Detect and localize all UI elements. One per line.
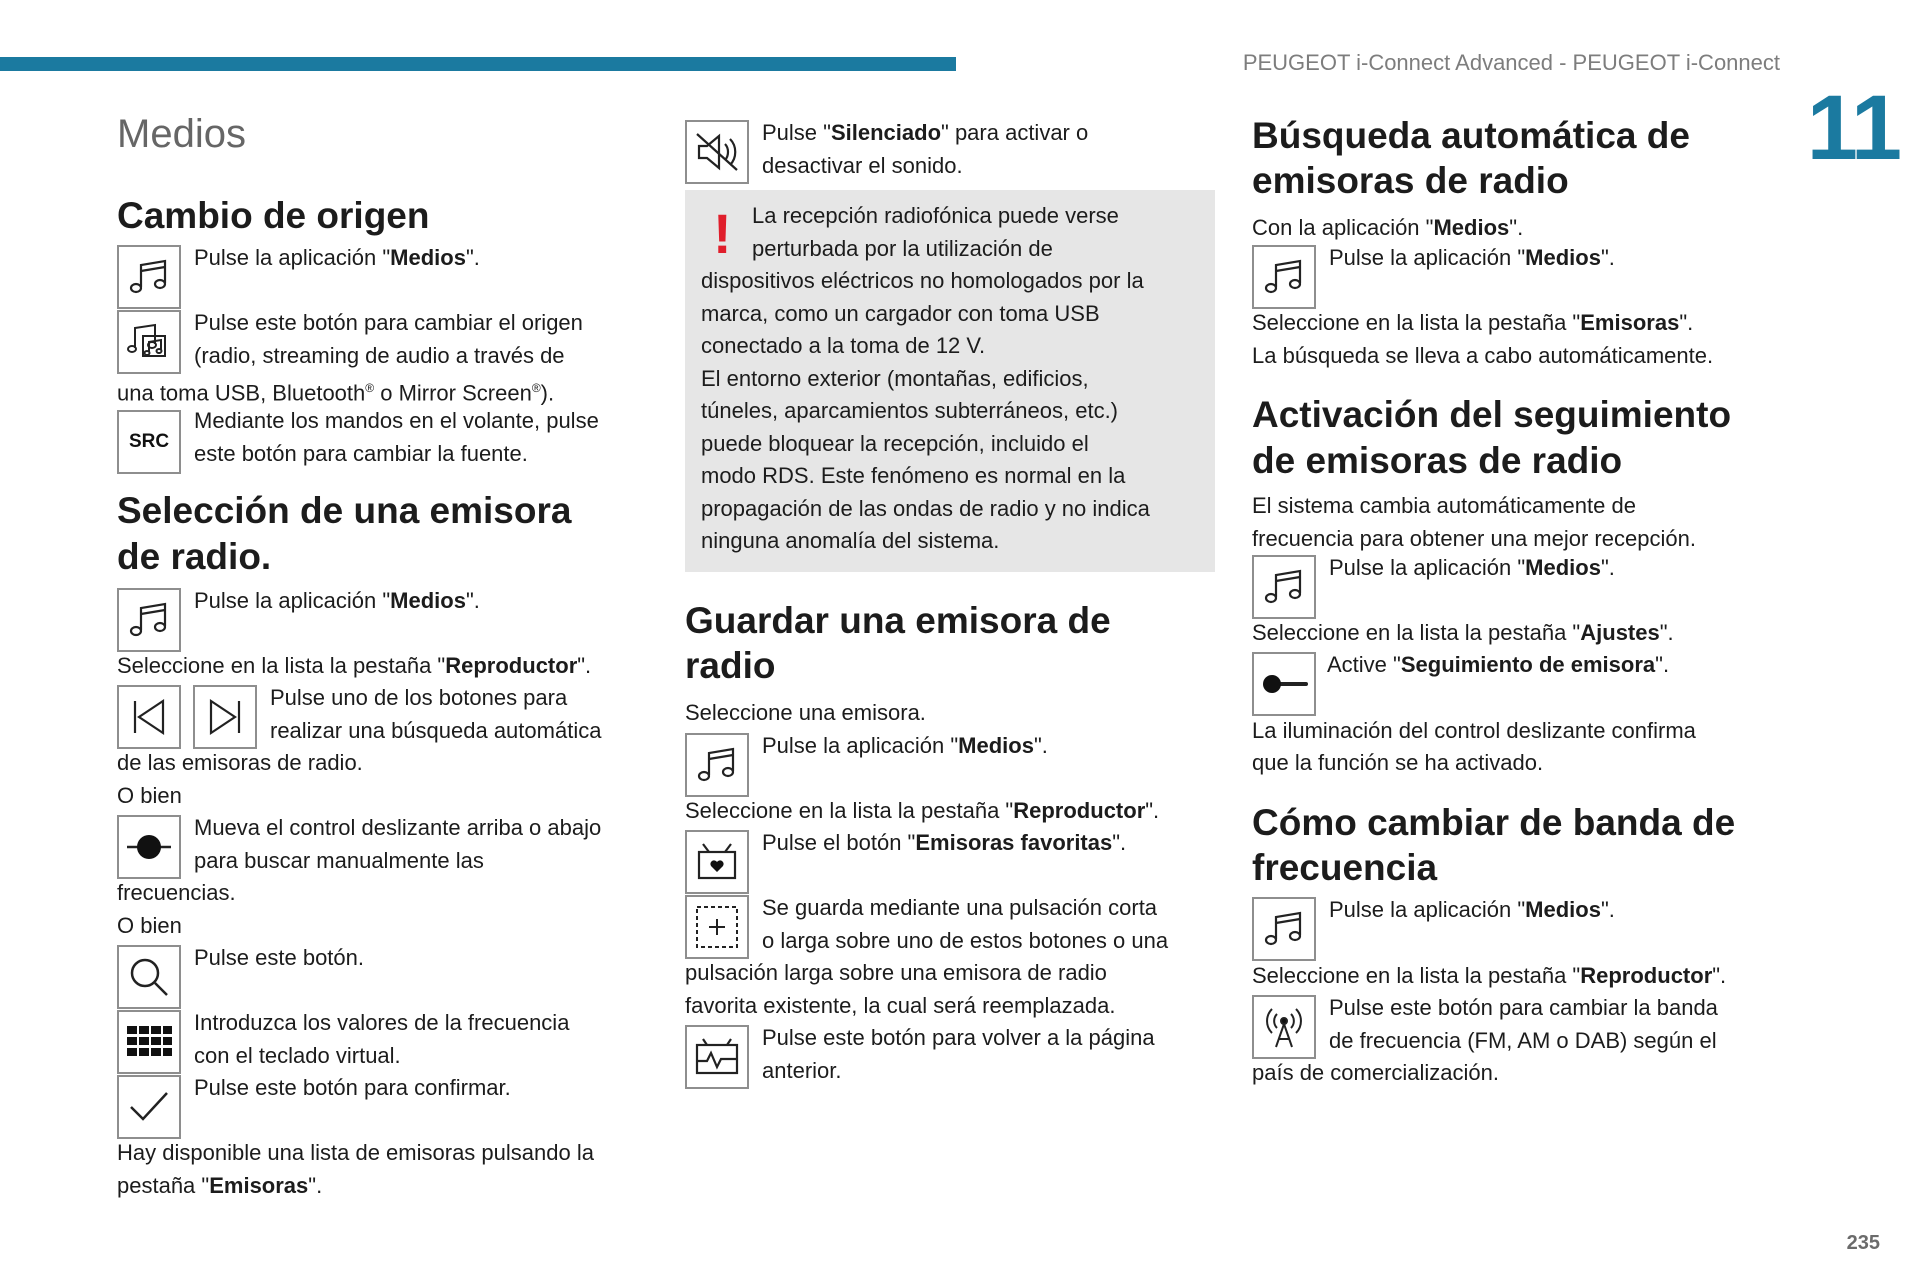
step-text-line: Pulse "Silenciado" para activar o <box>762 120 1089 145</box>
heading-banda-l2: frecuencia <box>1252 847 1438 888</box>
media-app-icon[interactable] <box>117 588 181 652</box>
mute-icon <box>693 128 741 176</box>
skip-previous-icon <box>125 693 173 741</box>
media-app-icon[interactable] <box>117 245 181 309</box>
mute-button[interactable] <box>685 120 749 184</box>
header-accent-bar <box>0 57 956 71</box>
note-line: propagación de las ondas de radio y no indica <box>701 496 1150 521</box>
warning-icon: ! <box>713 202 732 265</box>
checkmark-icon <box>125 1083 173 1131</box>
step-text-line: para buscar manualmente las <box>194 848 484 873</box>
heading-seleccion-l1: Selección de una emisora <box>117 490 572 531</box>
step-text: Pulse la aplicación "Medios". <box>1329 245 1615 270</box>
step-text-line: La iluminación del control deslizante confirma <box>1252 718 1696 743</box>
src-label: SRC <box>128 431 170 452</box>
step-text-line: Se guarda mediante una pulsación corta <box>762 895 1158 920</box>
note-line: puede bloquear la recepción, incluido el <box>701 431 1089 456</box>
header-title: PEUGEOT i-Connect Advanced - PEUGEOT i-Connect <box>1242 50 1780 75</box>
step-text-line: de las emisoras de radio. <box>117 750 363 775</box>
step-text-line: Pulse este botón para volver a la página <box>762 1025 1155 1050</box>
step-text-line: o larga sobre uno de estos botones o una <box>762 928 1169 953</box>
band-switch-button[interactable] <box>1252 995 1316 1059</box>
radio-antenna-icon <box>1260 1003 1308 1051</box>
virtual-keypad-button[interactable] <box>117 1010 181 1074</box>
step-text: Seleccione en la lista la pestaña "Ajustes". <box>1252 620 1674 645</box>
music-note-icon <box>693 741 741 789</box>
chapter-number: 11 <box>1806 77 1900 179</box>
src-button[interactable] <box>117 410 181 474</box>
step-text-line: que la función se ha activado. <box>1252 750 1544 775</box>
step-text: Pulse la aplicación "Medios". <box>1329 897 1615 922</box>
toggle-switch-icon <box>1260 660 1308 708</box>
favorite-radio-icon <box>693 838 741 886</box>
step-text: Seleccione en la lista la pestaña "Reproductor". <box>685 798 1160 823</box>
step-text: Pulse la aplicación "Medios". <box>194 588 480 613</box>
heading-busqueda-l1: Búsqueda automática de <box>1252 115 1690 156</box>
heading-activacion-l1: Activación del seguimiento <box>1252 394 1732 435</box>
note-line: conectado a la toma de 12 V. <box>701 333 986 358</box>
step-text-line: país de comercialización. <box>1252 1060 1500 1085</box>
favorite-stations-button[interactable] <box>685 830 749 894</box>
step-text: Seleccione en la lista la pestaña "Reproductor". <box>117 653 592 678</box>
step-text-line: Hay disponible una lista de emisoras pulsando la <box>117 1140 594 1165</box>
media-app-icon[interactable] <box>1252 897 1316 961</box>
step-text-line: Pulse este botón para cambiar el origen <box>194 310 583 335</box>
music-note-icon <box>1260 563 1308 611</box>
step-text: Active "Seguimiento de emisora". <box>1327 652 1670 677</box>
slider-icon <box>125 823 173 871</box>
step-text-line: frecuencias. <box>117 880 236 905</box>
heading-cambio-de-origen: Cambio de origen <box>117 195 430 236</box>
heading-guardar-l2: radio <box>685 645 776 686</box>
frequency-slider[interactable] <box>117 815 181 879</box>
heading-guardar-l1: Guardar una emisora de <box>685 600 1111 641</box>
step-text-line: pestaña "Emisoras". <box>117 1173 323 1198</box>
note-line: El entorno exterior (montañas, edificios, <box>701 366 1089 391</box>
media-app-icon[interactable] <box>685 733 749 797</box>
step-text-line: desactivar el sonido. <box>762 153 963 178</box>
seek-next-button[interactable] <box>193 685 257 749</box>
keypad-icon <box>125 1018 173 1066</box>
note-line: La recepción radiofónica puede verse <box>752 203 1119 228</box>
add-preset-icon <box>693 903 741 951</box>
step-text-line: de frecuencia (FM, AM o DAB) según el <box>1329 1028 1717 1053</box>
note-line: ninguna anomalía del sistema. <box>701 528 1000 553</box>
step-text-line: este botón para cambiar la fuente. <box>194 441 528 466</box>
search-button[interactable] <box>117 945 181 1009</box>
step-text-line: frecuencia para obtener una mejor recepción. <box>1252 526 1696 551</box>
note-line: perturbada por la utilización de <box>752 236 1053 261</box>
heading-busqueda-l2: emisoras de radio <box>1252 160 1569 201</box>
or-text: O bien <box>117 783 182 808</box>
step-text-line: pulsación larga sobre una emisora de radio <box>685 960 1107 985</box>
music-note-icon <box>125 253 173 301</box>
preset-slot-button[interactable] <box>685 895 749 959</box>
note-line: modo RDS. Este fenómeno es normal en la <box>701 463 1126 488</box>
step-text-line: Mediante los mandos en el volante, pulse <box>194 408 599 433</box>
step-text-line: realizar una búsqueda automática <box>270 718 602 743</box>
section-title: Medios <box>117 112 246 156</box>
step-text-line: Pulse uno de los botones para <box>270 685 568 710</box>
heading-seleccion-l2: de radio. <box>117 536 272 577</box>
seek-previous-button[interactable] <box>117 685 181 749</box>
step-text: La búsqueda se lleva a cabo automáticamente. <box>1252 343 1714 368</box>
step-text: Pulse este botón para confirmar. <box>194 1075 511 1100</box>
back-radio-icon <box>693 1033 741 1081</box>
step-text: Seleccione una emisora. <box>685 700 926 725</box>
step-text-line: El sistema cambia automáticamente de <box>1252 493 1636 518</box>
heading-activacion-l2: de emisoras de radio <box>1252 440 1623 481</box>
step-text: Pulse la aplicación "Medios". <box>1329 555 1615 580</box>
music-note-icon <box>1260 253 1308 301</box>
skip-next-icon <box>201 693 249 741</box>
note-line: marca, como un cargador con toma USB <box>701 301 1100 326</box>
step-text-line: (radio, streaming de audio a través de <box>194 343 565 368</box>
note-line: dispositivos eléctricos no homologados por la <box>701 268 1144 293</box>
back-button[interactable] <box>685 1025 749 1089</box>
step-text: Seleccione en la lista la pestaña "Reproductor". <box>1252 963 1727 988</box>
step-text: Pulse el botón "Emisoras favoritas". <box>762 830 1127 855</box>
step-text-line: anterior. <box>762 1058 842 1083</box>
music-note-icon <box>125 596 173 644</box>
search-icon <box>125 953 173 1001</box>
page-number: 235 <box>1846 1232 1880 1254</box>
step-text-line: una toma USB, Bluetooth® o Mirror Screen®). <box>117 380 555 406</box>
step-text-line: Introduzca los valores de la frecuencia <box>194 1010 570 1035</box>
change-source-button[interactable] <box>117 310 181 374</box>
station-tracking-toggle[interactable] <box>1252 652 1316 716</box>
media-app-icon[interactable] <box>1252 245 1316 309</box>
music-note-icon <box>1260 905 1308 953</box>
step-text-line: con el teclado virtual. <box>194 1043 401 1068</box>
note-line: túneles, aparcamientos subterráneos, etc.) <box>701 398 1119 423</box>
heading-banda-l1: Cómo cambiar de banda de <box>1252 802 1736 843</box>
step-text: Pulse la aplicación "Medios". <box>762 733 1048 758</box>
warning-note <box>685 190 1215 572</box>
step-text: Pulse la aplicación "Medios". <box>194 245 480 270</box>
media-app-icon[interactable] <box>1252 555 1316 619</box>
step-text-line: Pulse este botón para cambiar la banda <box>1329 995 1718 1020</box>
step-text: Seleccione en la lista la pestaña "Emisoras". <box>1252 310 1694 335</box>
or-text: O bien <box>117 913 182 938</box>
step-text-line: favorita existente, la cual será reemplazada. <box>685 993 1116 1018</box>
step-text: Pulse este botón. <box>194 945 365 970</box>
confirm-button[interactable] <box>117 1075 181 1139</box>
step-text-line: Mueva el control deslizante arriba o abajo <box>194 815 602 840</box>
step-text: Con la aplicación "Medios". <box>1252 215 1524 240</box>
source-switch-icon <box>125 318 173 366</box>
